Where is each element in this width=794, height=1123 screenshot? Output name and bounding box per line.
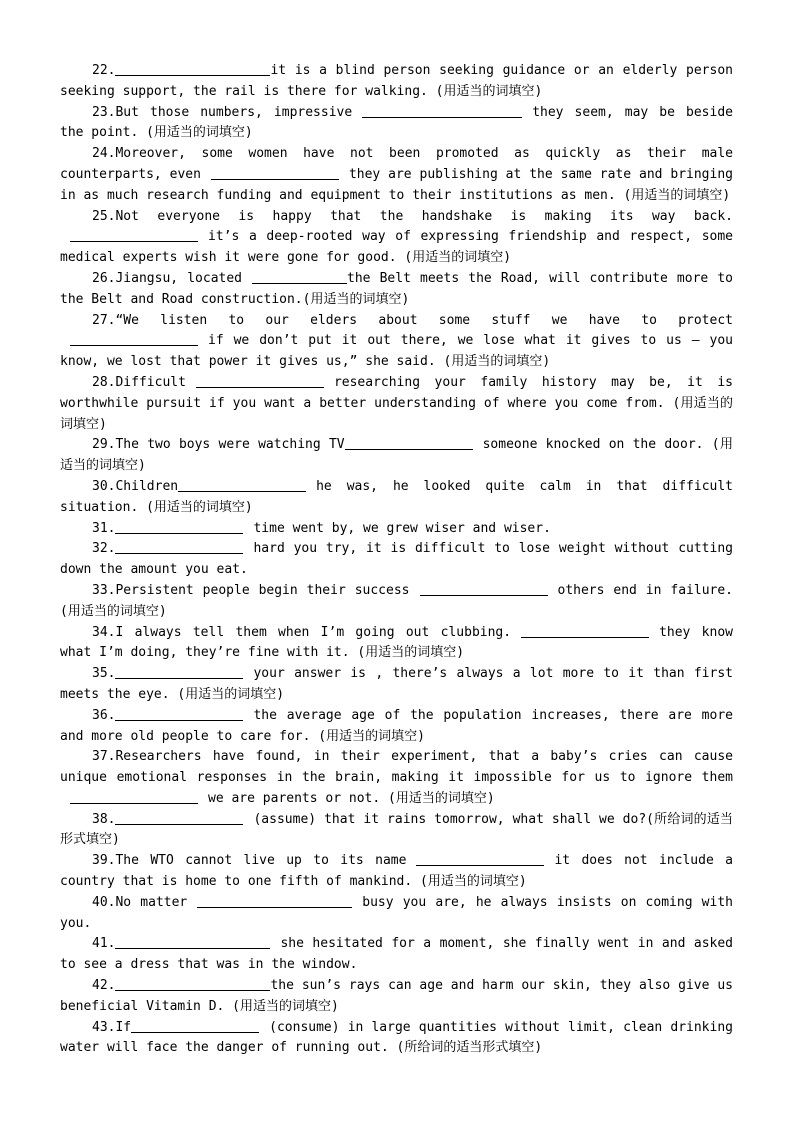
- worksheet: [60, 61, 733, 1059]
- answer-blank[interactable]: [178, 477, 306, 492]
- question-number: 35.: [92, 666, 116, 682]
- question-number: 22.: [92, 63, 116, 78]
- question-number: 37.: [92, 749, 116, 765]
- answer-blank[interactable]: [211, 165, 339, 180]
- question-30: 30.Children he was, he looked quite calm in that difficult situation. (用适当的词填空): [60, 478, 733, 515]
- question-41: 41. she hesitated for a moment, she finally went in and asked to see a dress that was in the window.: [60, 936, 733, 973]
- answer-blank[interactable]: [416, 851, 544, 866]
- answer-blank[interactable]: [115, 61, 270, 76]
- question-26: 26.Jiangsu, located the Belt meets the Road, will contribute more to the Belt and Road construction.(用适当的词填空): [60, 270, 733, 307]
- question-23: 23.But those numbers, impressive they seem, may be beside the point. (用适当的词填空): [60, 104, 733, 141]
- question-31: 31. time went by, we grew wiser and wiser.: [92, 520, 551, 536]
- question-number: 42.: [92, 978, 116, 994]
- question-43: 43.If (consume) in large quantities without limit, clean drinking water will face the danger of running out. (所给词的适当形式填空): [60, 1019, 733, 1056]
- question-number: 23.: [92, 104, 116, 120]
- answer-blank[interactable]: [196, 373, 324, 388]
- question-number: 32.: [92, 541, 116, 557]
- question-37: 37.Researchers have found, in their experiment, that a baby’s cries can cause unique emotional responses in the brain, making it impossible for us to ignore themwe are parents or not. (用适当的词填空): [60, 749, 733, 806]
- question-27: 27.“We listen to our elders about some stuff we have to protectif we don’t put it out there, we lose what it gives to us — you know, we lost that power it gives us,” she said. (用适当的词填空): [60, 312, 733, 370]
- question-number: 41.: [92, 936, 116, 952]
- question-number: 39.: [92, 853, 116, 869]
- question-number: 34.: [92, 624, 116, 640]
- answer-blank[interactable]: [115, 539, 243, 554]
- question-24: 24.Moreover, some women have not been promoted as quickly as their male counterparts, even they are publishing at the same rate and bringing in as much research funding and equipment to their institutions as men. (用适当的词填空): [60, 146, 733, 203]
- answer-blank[interactable]: [252, 269, 347, 284]
- question-38: 38. (assume) that it rains tomorrow, what shall we do?(所给词的适当形式填空): [60, 811, 733, 848]
- question-34: 34.I always tell them when I’m going out clubbing. they know what I’m doing, they’re fine with it. (用适当的词填空): [60, 624, 733, 661]
- question-number: 31.: [92, 520, 116, 536]
- question-number: 26.: [92, 270, 116, 286]
- question-42: 42. the sun’s rays can age and harm our skin, they also give us beneficial Vitamin D. (用适当的词填空): [60, 978, 733, 1014]
- question-number: 25.: [92, 208, 116, 224]
- question-22: 22. it is a blind person seeking guidance or an elderly person seeking support, the rail is there for walking. (用适当的词填空): [60, 63, 733, 99]
- answer-blank[interactable]: [345, 435, 473, 450]
- question-number: 43.: [92, 1019, 116, 1035]
- answer-blank[interactable]: [115, 519, 243, 534]
- question-number: 38.: [92, 811, 116, 827]
- question-39: 39.The WTO cannot live up to its name it does not include a country that is home to one fifth of mankind. (用适当的词填空): [60, 853, 733, 890]
- question-40: 40.No matter busy you are, he always insists on coming with you.: [60, 894, 733, 931]
- question-number: 29.: [92, 437, 116, 453]
- answer-blank[interactable]: [70, 227, 198, 242]
- answer-blank[interactable]: [115, 706, 243, 721]
- answer-blank[interactable]: [420, 581, 548, 596]
- answer-blank[interactable]: [115, 934, 270, 949]
- question-number: 24.: [92, 146, 116, 162]
- answer-blank[interactable]: [70, 331, 198, 346]
- question-36: 36. the average age of the population increases, there are more and more old people to care for. (用适当的词填空): [60, 707, 733, 744]
- answer-blank[interactable]: [521, 623, 649, 638]
- question-33: 33.Persistent people begin their success others end in failure. (用适当的词填空): [60, 582, 734, 619]
- question-number: 40.: [92, 894, 116, 910]
- answer-blank[interactable]: [115, 976, 270, 991]
- question-number: 28.: [92, 374, 116, 390]
- question-number: 27.: [92, 312, 116, 328]
- question-25: 25.Not everyone is happy that the handshake is making its way back.it’s a deep-rooted way of expressing friendship and respect, some medical experts wish it were gone for good. (用适当的词填空): [60, 208, 733, 266]
- answer-blank[interactable]: [197, 893, 352, 908]
- answer-blank[interactable]: [362, 103, 522, 118]
- answer-blank[interactable]: [131, 1018, 259, 1033]
- question-number: 36.: [92, 707, 116, 723]
- question-number: 30.: [92, 478, 116, 494]
- question-35: 35. your answer is , there’s always a lot more to it than first meets the eye. (用适当的词填空): [60, 666, 733, 702]
- question-number: 33.: [92, 582, 116, 598]
- question-29: 29.The two boys were watching TV someone knocked on the door. (用适当的词填空): [60, 437, 733, 474]
- answer-blank[interactable]: [70, 789, 198, 804]
- question-28: 28.Difficult researching your family history may be, it is worthwhile pursuit if you want a better understanding of where you come from. (用适当的词填空): [60, 374, 733, 432]
- answer-blank[interactable]: [115, 810, 243, 825]
- answer-blank[interactable]: [115, 664, 243, 679]
- question-32: 32. hard you try, it is difficult to lose weight without cutting down the amount you eat.: [60, 541, 733, 578]
